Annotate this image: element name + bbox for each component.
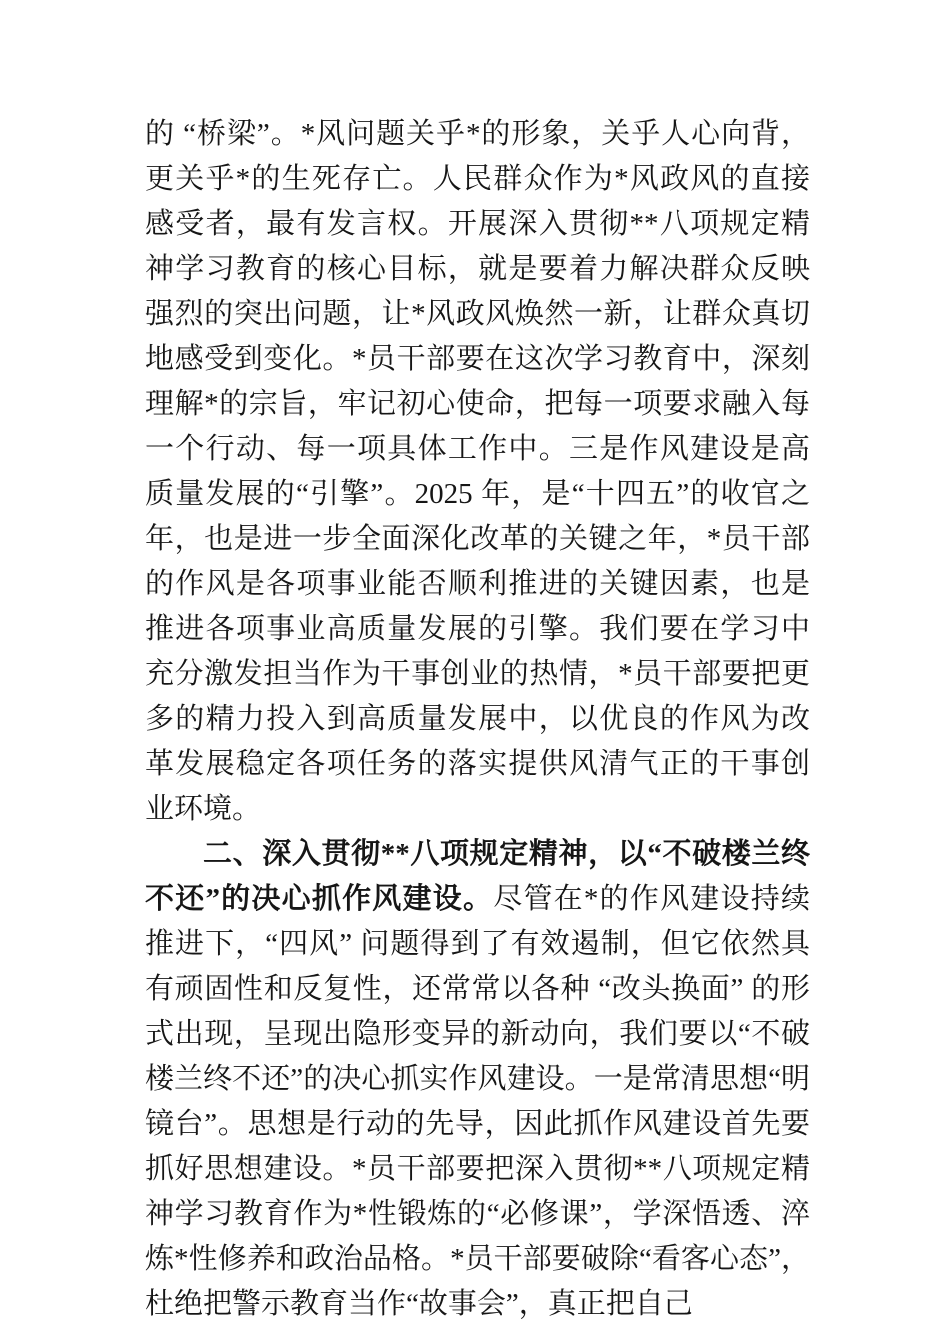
paragraph-section-two [145,832,810,1327]
document-body [145,112,810,1327]
body-text-run: 的 “桥梁”。*风问题关乎*的形象，关乎人心向背，更关乎*的生死存亡。人民群众作为*风政风的直接感受者，最有发言权。开展深入贯彻**八项规定精神学习教育的核心目标，就是要着力解决群众反映强烈的突出问题，让*风政风焕然一新，让群众真切地感受到变化。*员干部要在这次学习教育中，深刻理解*的宗旨，牢记初心使命，把每一项要求融入每一个行动、每一项具体工作中。三是作风建设是高质量发展的“引擎”。2025 年，是“十四五”的收官之年，也是进一步全面深化改革的关键之年，*员干部的作风是各项事业能否顺利推进的关键因素，也是推进各项事业高质量发展的引擎。我们要在学习中充分激发担当作为干事创业的热情，*员干部要把更多的精力投入到高质量发展中，以优良的作风为改革发展稳定各项任务的落实提供风清气正的干事创业环境。 [145,118,810,825]
body-text-run: 尽管在*的作风建设持续推进下，“四风” 问题得到了有效遏制，但它依然具有顽固性和反复性，还常常以各种 “改头换面” 的形式出现，呈现出隐形变异的新动向，我们要以“不破楼兰终不还”的决心抓实作风建设。一是常清思想“明镜台”。思想是行动的先导，因此抓作风建设首先要抓好思想建设。*员干部要把深入贯彻**八项规定精神学习教育作为*性锻炼的“必修课”，学深悟透、淬炼*性修养和政治品格。*员干部要破除“看客心态”，杜绝把警示教育当作“故事会”，真正把自己 [145,883,810,1320]
paragraph-continuation [145,112,810,832]
section-two-heading-run: 二、深入贯彻**八项规定精神，以“不破楼兰终不还”的决心抓作风建设。 [145,838,810,915]
